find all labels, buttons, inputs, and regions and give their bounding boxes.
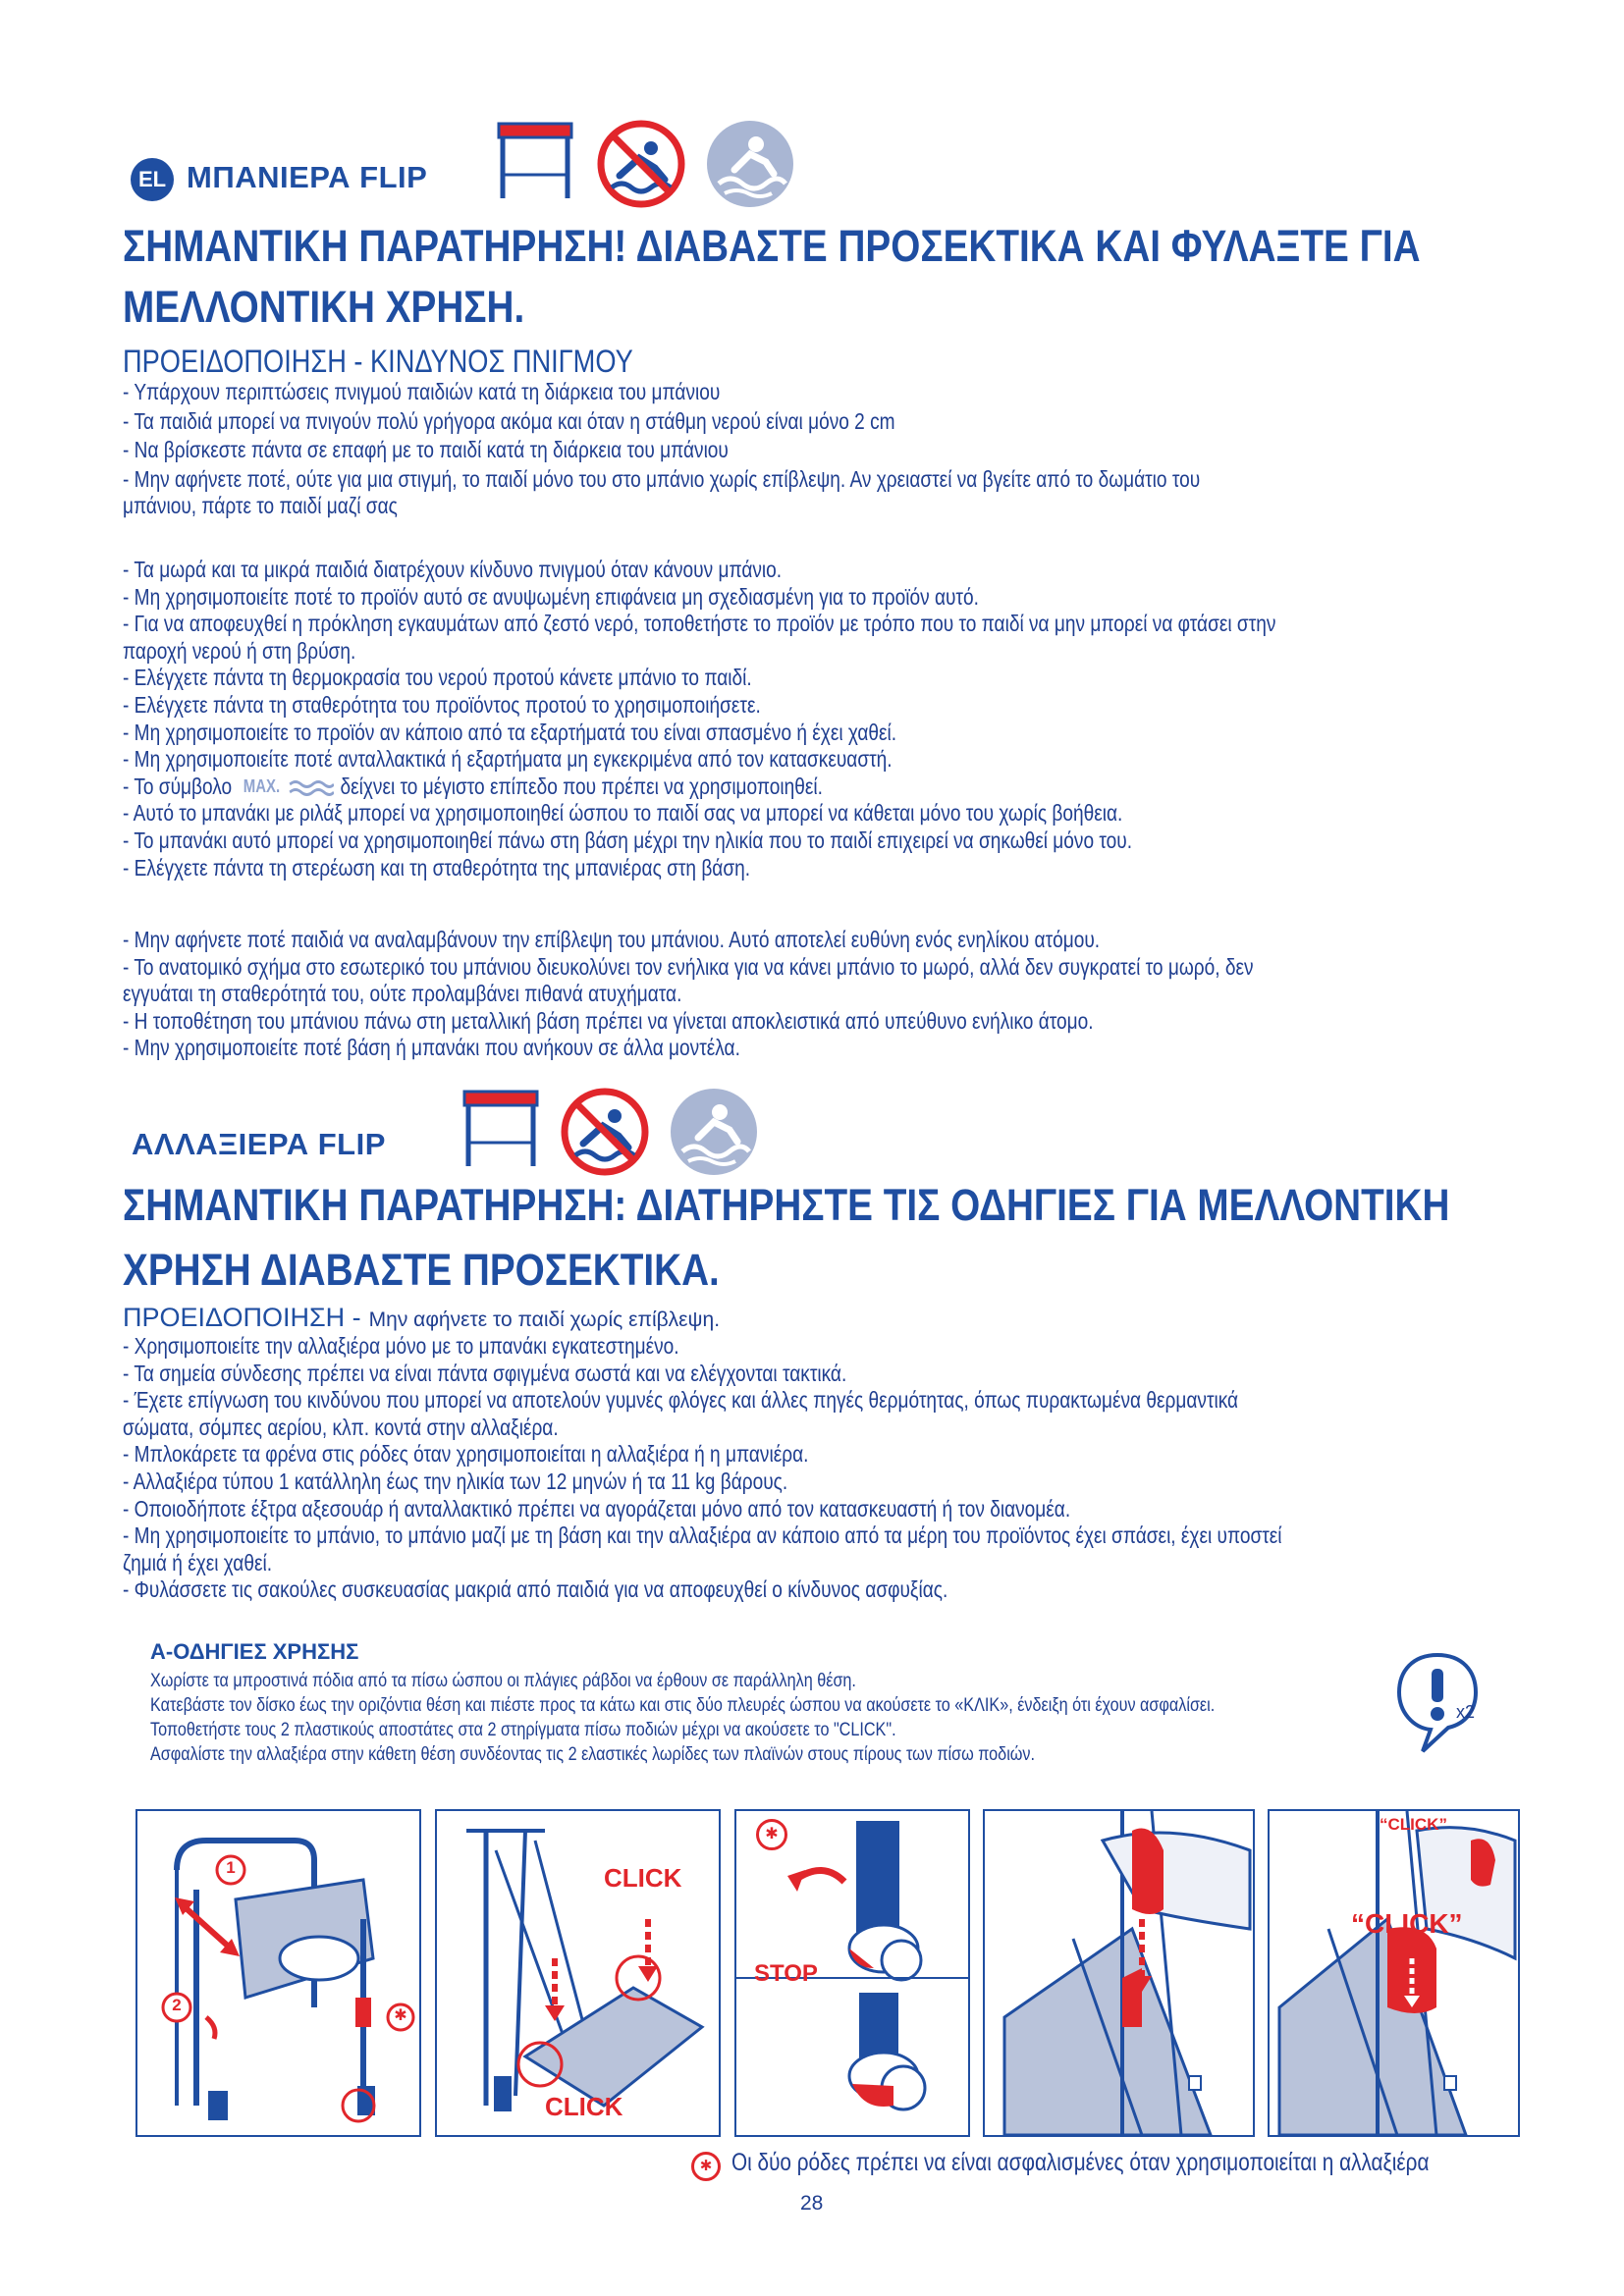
- language-badge: EL: [131, 158, 174, 201]
- page-number: 28: [800, 2192, 824, 2215]
- list-item: σώματα, σόμπες αερίου, κλπ. κοντά στην αλλαξιέρα.: [123, 1414, 559, 1440]
- list-item: - Μην αφήνετε ποτέ παιδιά να αναλαμβάνουν την επίβλεψη του μπάνιου. Αυτό αποτελεί ευθύνη ενός ενηλίκου ατόμου.: [123, 927, 1101, 952]
- figure-step-3: [734, 1809, 970, 2137]
- section-title-changer: ΑΛΛΑΞΙΕΡΑ FLIP: [132, 1127, 386, 1161]
- changer-warning-title: ΠΡΟΕΙΔΟΠΟΙΗΣΗ -: [123, 1303, 361, 1332]
- list-item: - Τα μωρά και τα μικρά παιδιά διατρέχουν κίνδυνο πνιγμού όταν κάνουν μπάνιο.: [123, 557, 783, 582]
- list-item: - Να βρίσκεστε πάντα σε επαφή με το παιδί κατά τη διάρκεια του μπάνιου: [123, 437, 729, 463]
- no-adult-swimming-icon: [596, 119, 686, 209]
- drowning-warning-list: [123, 379, 1421, 520]
- supervision-list: [123, 927, 1485, 1062]
- list-item: παροχή νερού ή στη βρύση.: [123, 637, 356, 664]
- list-item: - Ελέγχετε πάντα τη σταθερότητα του προϊόντος προτού το χρησιμοποιήσετε.: [123, 691, 761, 718]
- list-item: - Το ανατομικό σχήμα στο εσωτερικό του μπάνιου διευκολύνει τον ενήλικα για να κάνει μπάνιο το μωρό, αλλά δεν συγκρατεί το μωρό, δεν: [123, 953, 1254, 980]
- list-item: - Μην χρησιμοποιείτε ποτέ βάση ή μπανάκι που ανήκουν σε άλλα μοντέλα.: [123, 1035, 740, 1061]
- list-item: - Οποιοδήποτε έξτρα αξεσουάρ ή ανταλλακτικό πρέπει να αγοράζεται μόνο από τον κατασκευαστή ή τον διανομέα.: [123, 1495, 1071, 1522]
- figure-step-2: [435, 1809, 721, 2137]
- list-item: Τοποθετήστε τους 2 πλαστικούς αποστάτες στα 2 στηρίγματα πίσω ποδιών μέχρι να ακούσετε το "CLICK".: [150, 1719, 896, 1740]
- step-number-2: 2: [172, 1996, 182, 2014]
- wheel-star-mark: ✱: [394, 2007, 407, 2024]
- list-item: - Τα παιδιά μπορεί να πνιγούν πολύ γρήγορα ακόμα και όταν η στάθμη νερού είναι μόνο 2 cm: [123, 407, 895, 434]
- stand-icon: [459, 1088, 543, 1170]
- no-adult-swimming-icon: [560, 1087, 650, 1177]
- list-item: Ασφαλίστε την αλλαξιέρα στην κάθετη θέση συνδέοντας τις 2 ελαστικές λωρίδες των πλαϊνών στους πίρους των πίσω ποδιών.: [150, 1743, 1036, 1765]
- figure-step-4: [983, 1809, 1255, 2137]
- list-item: - Τα σημεία σύνδεσης πρέπει να είναι πάντα σφιγμένα σωστά και να ελέγχονται τακτικά.: [123, 1360, 847, 1386]
- figure-step-1: [135, 1809, 421, 2137]
- important-notice-headline: ΣΗΜΑΝΤΙΚΗ ΠΑΡΑΤΗΡΗΣΗ! ΔΙΑΒΑΣΤΕ ΠΡΟΣΕΚΤΙΚΑ ΚΑΙ ΦΥΛΑΞΤΕ ΓΙΑ ΜΕΛΛΟΝΤΙΚΗ ΧΡΗΣΗ.: [123, 221, 1421, 332]
- list-item: - Μην αφήνετε ποτέ, ούτε για μια στιγμή, το παιδί μόνο του στο μπάνιο χωρίς επίβλεψη. Αν χρειαστεί να βγείτε από το δωμάτιο του: [123, 465, 1201, 492]
- click-label-small: “CLICK”: [1380, 1815, 1447, 1834]
- changer-safety-list: [123, 1333, 1519, 1604]
- list-item: - Το μπανάκι αυτό μπορεί να χρησιμοποιηθεί πάνω στη βάση μέχρι την ηλικία που το παιδί επιχειρεί να σηκωθεί μόνο του.: [123, 827, 1133, 853]
- click-label-bottom: CLICK: [545, 2092, 623, 2121]
- bath-baby-icon: [669, 1087, 759, 1177]
- list-item: - Ελέγχετε πάντα τη στερέωση και τη σταθερότητα της μπανιέρας στη βάση.: [123, 854, 751, 881]
- instructions-list: [150, 1669, 1433, 1767]
- list-item: - Έχετε επίγνωση του κινδύνου που μπορεί να αποτελούν γυμνές φλόγες και άλλες πηγές θερμότητας, όπως πυρακτωμένα θερμαντικά: [123, 1387, 1239, 1414]
- max-symbol-label: MAX.: [243, 775, 281, 796]
- list-item: - Αλλαξιέρα τύπου 1 κατάλληλη έως την ηλικία των 12 μηνών ή τα 11 kg βάρους.: [123, 1468, 788, 1494]
- list-item: - Μη χρησιμοποιείτε ποτέ το προϊόν αυτό σε ανυψωμένη επιφάνεια μη σχεδιασμένη για το προϊόν αυτό.: [123, 583, 979, 610]
- list-item: - Φυλάσσετε τις σακούλες συσκευασίας μακριά από παιδιά για να αποφευχθεί ο κίνδυνος ασφυξίας.: [123, 1576, 948, 1603]
- list-item: - Για να αποφευχθεί η πρόκληση εγκαυμάτων από ζεστό νερό, τοποθετήστε το προϊόν με τρόπο που το παιδί να μην μπορεί να φτάσει στην: [123, 611, 1276, 637]
- list-item: εγγυάται τη σταθερότητά του, ούτε προλαμβάνει πιθανά ατυχήματα.: [123, 981, 682, 1007]
- changer-warning: [123, 1303, 720, 1334]
- click-label-big: “CLICK”: [1351, 1908, 1463, 1939]
- footnote-text: Οι δύο ρόδες πρέπει να είναι ασφαλισμένες όταν χρησιμοποιείται η αλλαξιέρα: [731, 2149, 1430, 2176]
- bath-baby-icon: [705, 119, 795, 209]
- list-item: - Η τοποθέτηση του μπάνιου πάνω στη μεταλλική βάση πρέπει να γίνεται αποκλειστικά από υπεύθυνο ενήλικο άτομο.: [123, 1007, 1094, 1034]
- stand-icon: [493, 120, 577, 202]
- list-item: Χωρίστε τα μπροστινά πόδια από τα πίσω ώσπου οι πλάγιες ράβδοι να έρθουν σε παράλληλη θέση.: [150, 1670, 856, 1691]
- list-item: - Μπλοκάρετε τα φρένα στις ρόδες όταν χρησιμοποιείται η αλλαξιέρα ή η μπανιέρα.: [123, 1441, 809, 1468]
- list-item: ζημιά ή έχει χαθεί.: [123, 1549, 272, 1575]
- footnote-star: ✱: [691, 2152, 721, 2181]
- click-label-top: CLICK: [604, 1863, 682, 1893]
- list-item: - Ελέγχετε πάντα τη θερμοκρασία του νερού προτού κάνετε μπάνιο το παιδί.: [123, 665, 752, 691]
- instructions-title: Α-ΟΔΗΓΙΕΣ ΧΡΗΣΗΣ: [150, 1639, 359, 1664]
- step-number-1: 1: [226, 1858, 236, 1877]
- x2-label: x2: [1456, 1702, 1476, 1722]
- star-mark: ✱: [756, 1819, 787, 1850]
- list-item: - Μη χρησιμοποιείτε το μπάνιο, το μπάνιο μαζί με τη βάση και την αλλαξιέρα αν κάποιο από τα μέρη του προϊόντος έχει σπάσει, έχει υποστεί: [123, 1522, 1282, 1549]
- list-item: - Χρησιμοποιείτε την αλλαξιέρα μόνο με το μπανάκι εγκατεστημένο.: [123, 1333, 679, 1359]
- section-title-bath: ΜΠΑΝΙΕΡΑ FLIP: [187, 160, 428, 194]
- water-waves-icon: [288, 777, 333, 797]
- changer-warning-text: Μην αφήνετε το παιδί χωρίς επίβλεψη.: [368, 1308, 721, 1331]
- bath-safety-list: [123, 557, 1512, 881]
- max-symbol-line: - Το σύμβολο MAX. δείχνει το μέγιστο επίπεδο που πρέπει να χρησιμοποιηθεί.: [123, 773, 823, 799]
- list-item: - Αυτό το μπανάκι με ριλάξ μπορεί να χρησιμοποιηθεί ώσπου το παιδί σας να μπορεί να κάθεται μόνο του χωρίς βοήθεια.: [123, 800, 1123, 827]
- stop-label: STOP: [754, 1960, 818, 1987]
- list-item: - Μη χρησιμοποιείτε το προϊόν αν κάποιο από τα εξαρτήματά του είναι σπασμένο ή έχει χαθεί.: [123, 719, 897, 745]
- figure-step-5: [1268, 1809, 1520, 2137]
- list-item: μπάνιου, πάρτε το παιδί μαζί σας: [123, 493, 398, 519]
- drowning-warning-title: ΠΡΟΕΙΔΟΠΟΙΗΣΗ - ΚΙΝΔΥΝΟΣ ΠΝΙΓΜΟΥ: [123, 344, 633, 379]
- important-notice-headline: ΣΗΜΑΝΤΙΚΗ ΠΑΡΑΤΗΡΗΣΗ: ΔΙΑΤΗΡΗΣΤΕ ΤΙΣ ΟΔΗΓΙΕΣ ΓΙΑ ΜΕΛΛΟΝΤΙΚΗ ΧΡΗΣΗ ΔΙΑΒΑΣΤΕ ΠΡΟΣΕΚΤΙΚΑ.: [123, 1180, 1450, 1295]
- list-item: - Υπάρχουν περιπτώσεις πνιγμού παιδιών κατά τη διάρκεια του μπάνιου: [123, 379, 721, 404]
- list-item: - Μη χρησιμοποιείτε ποτέ ανταλλακτικά ή εξαρτήματα μη εγκεκριμένα από τον κατασκευαστή.: [123, 746, 893, 773]
- list-item: Κατεβάστε τον δίσκο έως την οριζόντια θέση και πιέστε προς τα κάτω και στις δύο πλευρές ώσπου να ακούσετε το «ΚΛΙΚ», ένδειξη ότι έχουν ασφαλίσει.: [150, 1694, 1216, 1716]
